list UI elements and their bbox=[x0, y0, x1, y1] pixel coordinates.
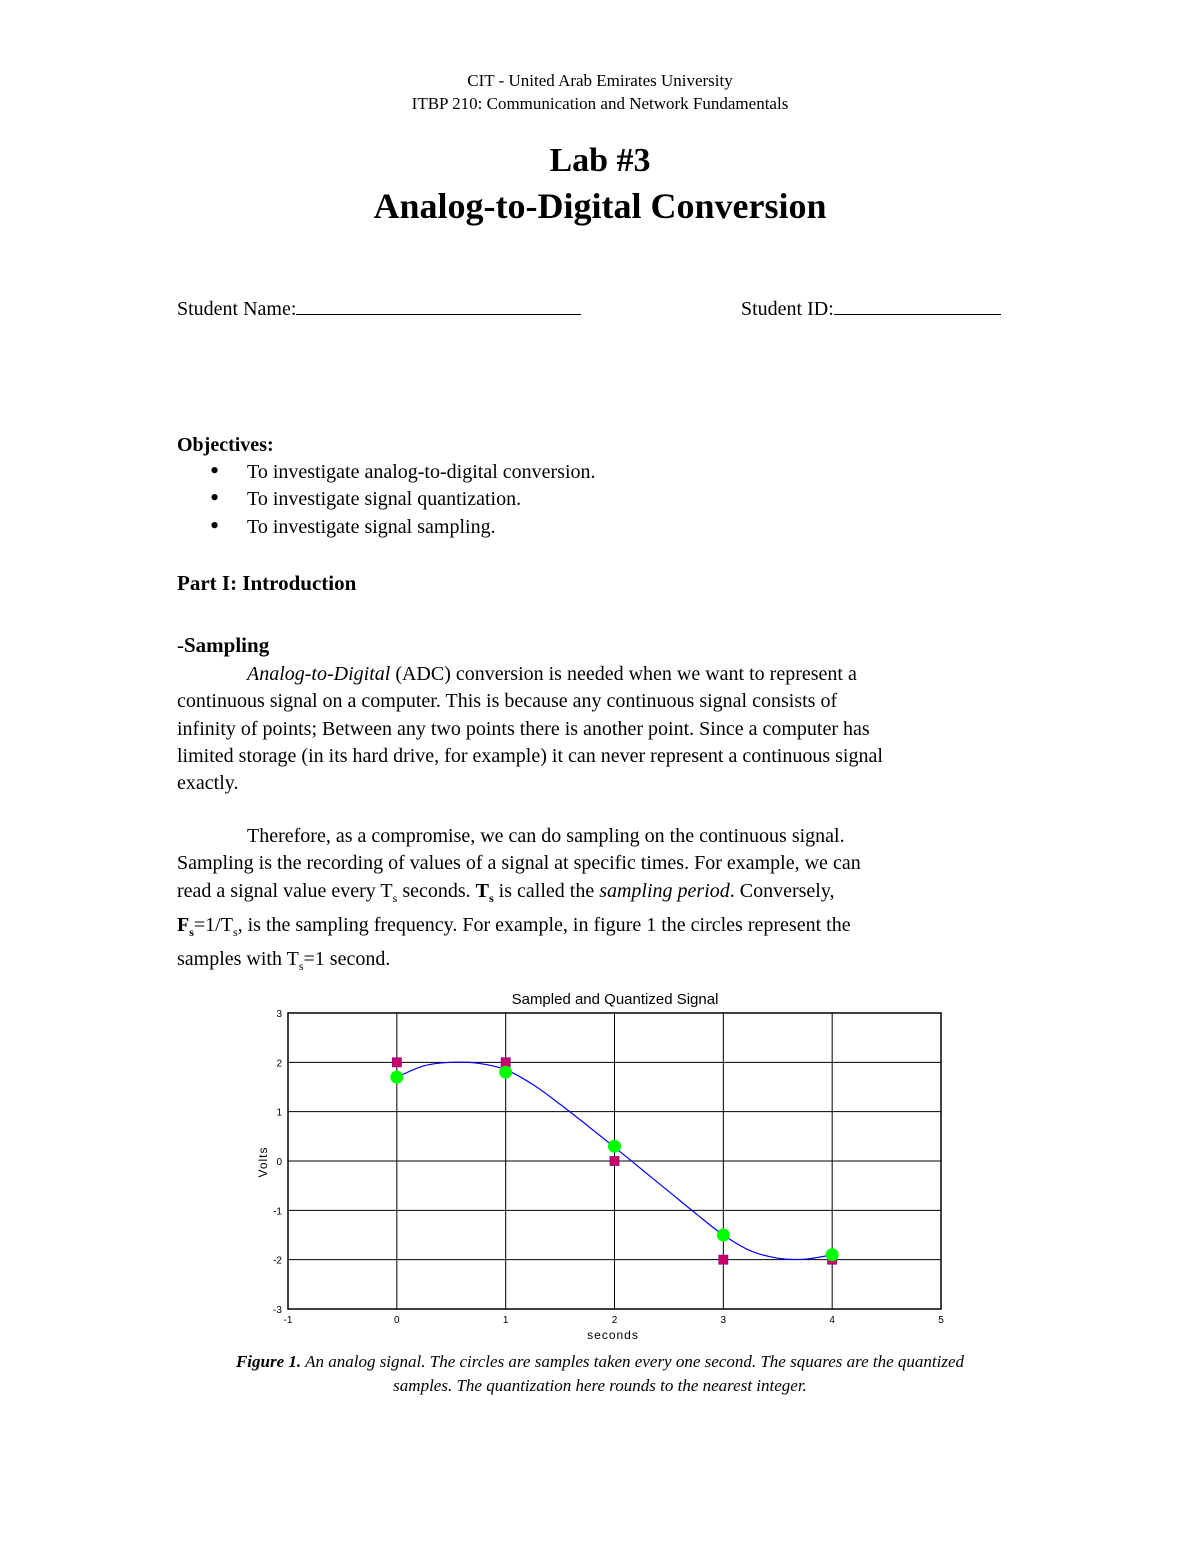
text-run: (ADC) conversion is needed when we want to represent a bbox=[390, 663, 857, 685]
text-run: read a signal value every T bbox=[177, 879, 393, 902]
y-tick-label: -1 bbox=[273, 1206, 282, 1218]
text-run: =1 second. bbox=[303, 948, 391, 971]
student-id-field[interactable] bbox=[741, 296, 1001, 323]
x-tick-label: 4 bbox=[829, 1315, 835, 1326]
y-tick-label: -3 bbox=[273, 1305, 282, 1316]
subscript: s bbox=[232, 924, 238, 939]
lab-topic-title: Analog-to-Digital Conversion bbox=[373, 186, 827, 226]
y-axis-label: Volts bbox=[256, 1146, 270, 1178]
objectives-list bbox=[177, 459, 596, 541]
sampled-quantized-chart bbox=[240, 982, 960, 1344]
caption-line: samples. The quantization here rounds to the nearest integer. bbox=[393, 1376, 807, 1395]
student-name-blank[interactable] bbox=[296, 296, 581, 315]
axis-layer bbox=[273, 1009, 944, 1326]
subscript: s bbox=[489, 890, 494, 905]
part1-heading: Part I: Introduction bbox=[177, 571, 357, 595]
subscript: s bbox=[298, 959, 304, 974]
sample-circle-marker bbox=[390, 1071, 403, 1084]
paragraph-line: limited storage (in its hard drive, for example) it can never represent a continuous signal bbox=[177, 744, 883, 767]
paragraph-line: continuous signal on a computer. This is because any continuous signal consists of bbox=[177, 690, 838, 713]
subscript: s bbox=[392, 890, 398, 905]
sample-circle-marker bbox=[717, 1229, 730, 1242]
y-tick-label: 3 bbox=[276, 1009, 282, 1020]
x-tick-label: 3 bbox=[720, 1315, 727, 1326]
text-run: seconds. bbox=[397, 879, 476, 902]
symbol-fs: F bbox=[177, 913, 190, 936]
figure-label: Figure 1. bbox=[235, 1352, 302, 1371]
x-tick-label: 5 bbox=[938, 1315, 944, 1326]
paragraph-line bbox=[177, 912, 1027, 946]
text-run: samples with T bbox=[177, 948, 299, 971]
subscript: s bbox=[189, 924, 194, 939]
y-tick-label: 2 bbox=[276, 1058, 282, 1070]
x-tick-label: -1 bbox=[283, 1315, 293, 1326]
quantized-square-marker bbox=[392, 1058, 401, 1067]
chart-title: Sampled and Quantized Signal bbox=[511, 991, 719, 1008]
objectives-heading: Objectives: bbox=[177, 434, 274, 456]
quantized-square-marker bbox=[719, 1255, 728, 1264]
paragraph-line bbox=[177, 878, 1027, 912]
lab-number-title: Lab #3 bbox=[549, 142, 651, 179]
y-tick-label: 0 bbox=[276, 1157, 282, 1168]
x-axis-label: seconds bbox=[587, 1328, 639, 1342]
student-id-blank[interactable] bbox=[834, 296, 1001, 315]
y-tick-label: -2 bbox=[273, 1255, 282, 1267]
objective-item: • To investigate analog-to-digital conversion. bbox=[177, 459, 596, 486]
x-tick-label: 1 bbox=[502, 1315, 509, 1326]
objective-item: • To investigate signal sampling. bbox=[177, 514, 596, 541]
paragraph-line: infinity of points; Between any two points there is another point. Since a computer has bbox=[177, 717, 870, 740]
symbol-ts: T bbox=[475, 879, 489, 902]
paragraph-adc bbox=[177, 661, 1027, 797]
course-header-university: CIT - United Arab Emirates University bbox=[467, 71, 733, 90]
figure-caption bbox=[0, 1350, 1200, 1398]
subheading-text: Sampling bbox=[184, 633, 270, 657]
course-header-course: ITBP 210: Communication and Network Fundamentals bbox=[411, 94, 789, 113]
text-run: . Conversely, bbox=[729, 879, 835, 902]
x-tick-label: 0 bbox=[394, 1315, 400, 1326]
sample-circle-marker bbox=[826, 1248, 839, 1261]
y-tick-label: 1 bbox=[276, 1107, 282, 1119]
paragraph-line bbox=[177, 661, 1027, 688]
paragraph-line: exactly. bbox=[177, 772, 239, 795]
term-adc: Analog-to-Digital bbox=[247, 663, 391, 685]
subheading-dash: - bbox=[177, 633, 184, 657]
quantized-square-marker bbox=[610, 1157, 619, 1166]
student-name-field[interactable] bbox=[177, 296, 581, 323]
caption-text: An analog signal. The circles are samples taken every one second. The squares are the quantized bbox=[301, 1352, 965, 1371]
student-name-label: Student Name: bbox=[177, 298, 297, 320]
paragraph-sampling bbox=[177, 823, 1027, 980]
x-tick-label: 2 bbox=[611, 1315, 618, 1326]
caption-line bbox=[0, 1350, 1200, 1374]
sample-circle-marker bbox=[608, 1140, 621, 1153]
objective-item: • To investigate signal quantization. bbox=[177, 486, 596, 513]
paragraph-line bbox=[177, 946, 1027, 980]
term-sampling-period: sampling period bbox=[599, 879, 730, 902]
paragraph-line: Therefore, as a compromise, we can do sampling on the continuous signal. bbox=[247, 825, 845, 847]
sample-circle-marker bbox=[499, 1066, 512, 1079]
text-run: =1/T bbox=[193, 913, 233, 936]
text-run: is called the bbox=[493, 879, 600, 902]
text-run: , is the sampling frequency. For example, in figure 1 the circles represent the bbox=[237, 913, 851, 936]
student-id-label: Student ID: bbox=[741, 298, 834, 320]
sampling-subheading bbox=[177, 632, 269, 659]
quantized-square-marker bbox=[501, 1058, 510, 1067]
paragraph-line: Sampling is the recording of values of a signal at specific times. For example, we can bbox=[177, 852, 861, 875]
